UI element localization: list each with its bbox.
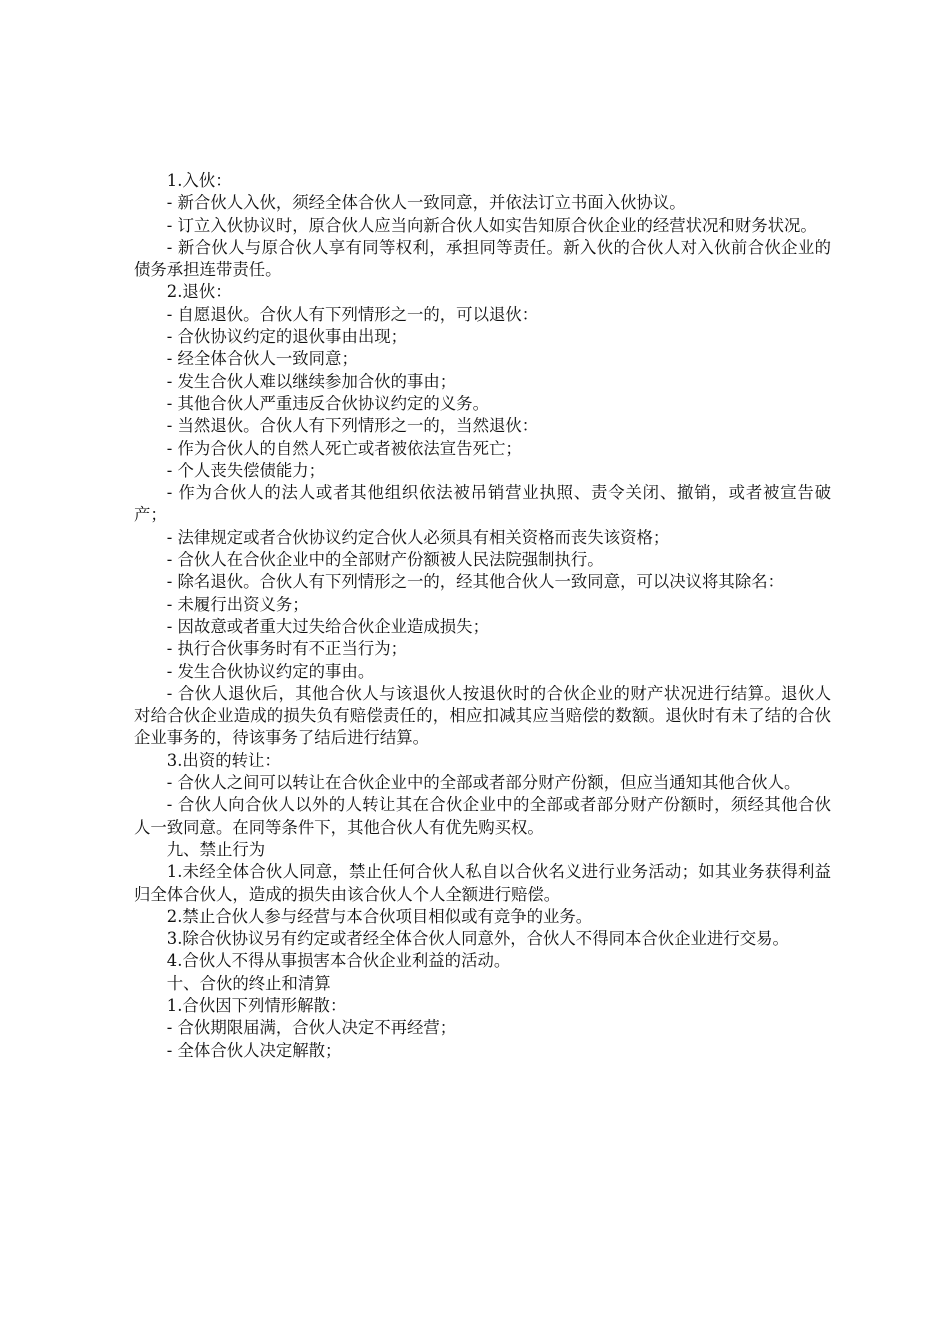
paragraph: - 合伙人之间可以转让在合伙企业中的全部或者部分财产份额，但应当通知其他合伙人。	[166, 773, 801, 793]
paragraph: - 订立入伙协议时，原合伙人应当向新合伙人如实告知原合伙企业的经营状况和财务状况。	[166, 215, 817, 235]
chapter-heading-prohibitions: 九、禁止行为	[166, 839, 266, 859]
paragraph: 2.禁止合伙人参与经营与本合伙项目相似或有竞争的业务。	[166, 906, 593, 926]
paragraph: - 发生合伙协议约定的事由。	[166, 661, 375, 681]
paragraph: - 发生合伙人难以继续参加合伙的事由；	[166, 371, 457, 391]
paragraph: - 全体合伙人决定解散；	[166, 1040, 342, 1060]
document-body	[134, 170, 831, 1062]
section-heading-admission: 1.入伙：	[166, 171, 232, 190]
paragraph: - 个人丧失偿债能力；	[166, 460, 326, 480]
paragraph: - 经全体合伙人一致同意；	[166, 349, 358, 369]
paragraph: 1.合伙因下列情形解散：	[166, 995, 347, 1015]
section-heading-transfer: 3.出资的转让：	[166, 750, 281, 770]
paragraph: - 新合伙人入伙，须经全体合伙人一致同意，并依法订立书面入伙协议。	[166, 193, 686, 213]
paragraph: - 未履行出资义务；	[166, 594, 309, 614]
paragraph: - 因故意或者重大过失给合伙企业造成损失；	[166, 616, 489, 636]
paragraph: - 法律规定或者合伙协议约定合伙人必须具有相关资格而丧失该资格；	[166, 527, 670, 547]
paragraph: - 除名退伙。合伙人有下列情形之一的，经其他合伙人一致同意，可以决议将其除名：	[166, 572, 784, 592]
paragraph: 3.除合伙协议另有约定或者经全体合伙人同意外，合伙人不得同本合伙企业进行交易。	[166, 929, 789, 949]
section-heading-withdrawal: 2.退伙：	[166, 282, 232, 302]
paragraph: - 合伙协议约定的退伙事由出现；	[166, 327, 408, 347]
paragraph: - 其他合伙人严重违反合伙协议约定的义务。	[166, 393, 489, 413]
paragraph: - 作为合伙人的法人或者其他组织依法被吊销营业执照、责令关闭、撤销，或者被宣告破产；	[134, 483, 831, 525]
paragraph: - 执行合伙事务时有不正当行为；	[166, 639, 408, 659]
paragraph: - 当然退伙。合伙人有下列情形之一的，当然退伙：	[166, 416, 539, 436]
paragraph: - 新合伙人与原合伙人享有同等权利，承担同等责任。新入伙的合伙人对入伙前合伙企业的债务承担连带责任。	[134, 237, 831, 280]
chapter-heading-termination: 十、合伙的终止和清算	[166, 973, 331, 993]
paragraph: - 合伙期限届满，合伙人决定不再经营；	[166, 1018, 457, 1038]
paragraph: - 合伙人向合伙人以外的人转让其在合伙企业中的全部或者部分财产份额时，须经其他合伙人一致同意。在同等条件下，其他合伙人有优先购买权。	[134, 795, 831, 837]
paragraph: 1.未经全体合伙人同意，禁止任何合伙人私自以合伙名义进行业务活动；如其业务获得利益归全体合伙人，造成的损失由该合伙人个人全额进行赔偿。	[134, 862, 831, 904]
paragraph: - 作为合伙人的自然人死亡或者被依法宣告死亡；	[166, 438, 522, 458]
paragraph: - 自愿退伙。合伙人有下列情形之一的，可以退伙：	[166, 304, 539, 324]
paragraph: - 合伙人在合伙企业中的全部财产份额被人民法院强制执行。	[166, 550, 604, 570]
paragraph: - 合伙人退伙后，其他合伙人与该退伙人按退伙时的合伙企业的财产状况进行结算。退伙人对给合伙企业造成的损失负有赔偿责任的，相应扣减其应当赔偿的数额。退伙时有未了结的合伙企业事务的，待该事务了结后进行结算。	[134, 683, 831, 748]
paragraph: 4.合伙人不得从事损害本合伙企业利益的活动。	[166, 951, 511, 971]
